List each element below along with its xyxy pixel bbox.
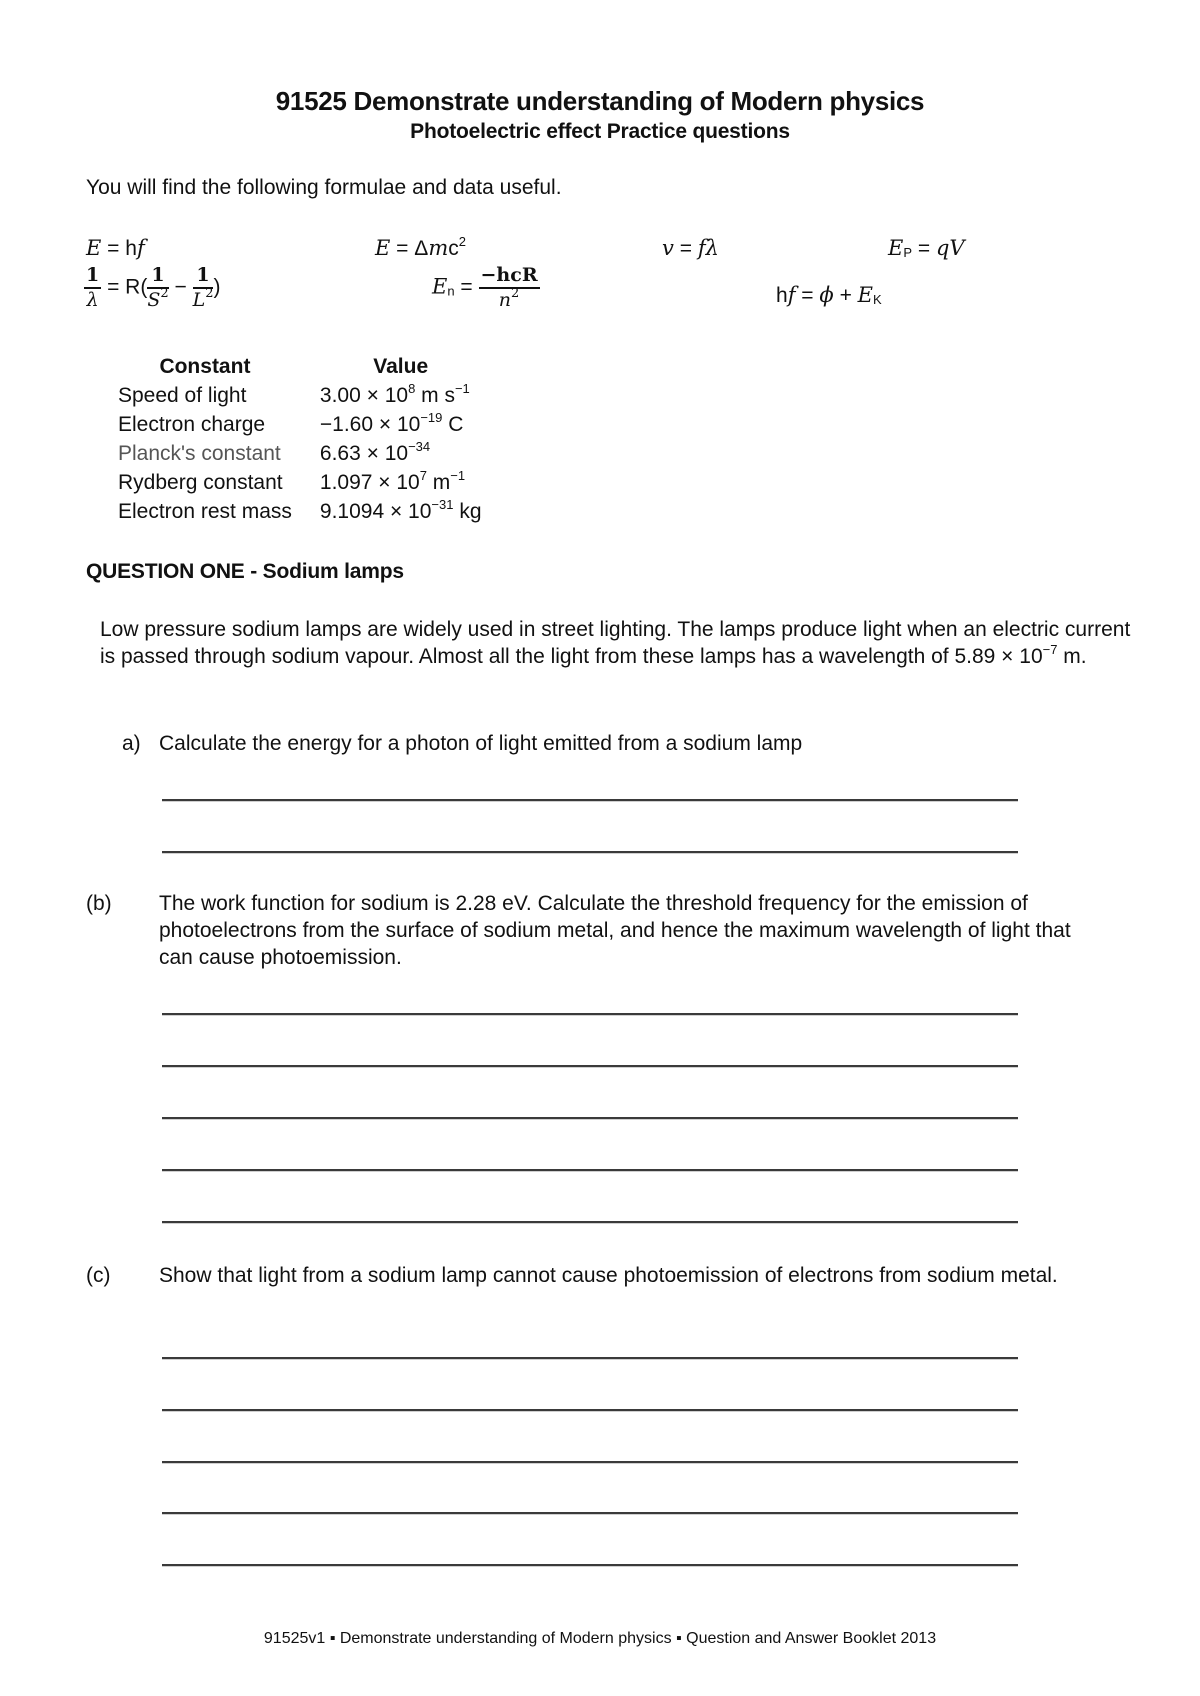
part-label: (c) — [86, 1264, 111, 1287]
formula-e-mc2: E = Δmc$^2$ — [375, 234, 466, 260]
page-title: 91525 Demonstrate understanding of Modern physics — [275, 86, 925, 116]
table-row — [118, 410, 482, 439]
answer-line[interactable] — [162, 1564, 1018, 1567]
answer-line[interactable] — [162, 851, 1018, 854]
constant-value: $-1.60 \times 10^{-19}$ C — [319, 409, 464, 436]
answer-line[interactable] — [162, 1512, 1018, 1515]
constant-name: Speed of light — [118, 383, 247, 407]
part-text: Show that light from a sodium lamp cannot cause photoemission of electrons from sodium metal. — [159, 1264, 1058, 1287]
question-part-c — [86, 1262, 1126, 1318]
constant-value: $9.1094 \times 10^{-31}$ kg — [319, 496, 482, 523]
answer-line[interactable] — [162, 1013, 1018, 1016]
question-part-b — [86, 890, 1126, 974]
constant-value: $3.00 \times 10^8$ m $s^{-1}$ — [319, 380, 470, 407]
question-heading: QUESTION ONE - Sodium lamps — [86, 560, 404, 583]
constant-name: Rydberg constant — [118, 470, 283, 494]
answer-line[interactable] — [162, 1221, 1018, 1224]
formula-photoelectric: hf = $\phi + E_K$ — [776, 283, 882, 307]
answer-line[interactable] — [162, 1461, 1018, 1464]
part-label: (b) — [86, 892, 112, 915]
formula-e-hf: E = hf — [86, 236, 145, 260]
constants-header-row — [118, 352, 482, 381]
part-text: Calculate the energy for a photon of light emitted from a sodium lamp — [159, 732, 803, 755]
formula-potential-energy: $E_P$ = qV — [888, 236, 965, 260]
answer-line[interactable] — [162, 1169, 1018, 1172]
answer-line[interactable] — [162, 799, 1018, 802]
table-row — [118, 381, 482, 410]
constant-name: Electron charge — [118, 412, 266, 436]
page-subtitle: Photoelectric effect Practice questions — [410, 120, 790, 143]
constants-table — [118, 352, 482, 526]
constant-name: Planck's constant — [118, 441, 281, 465]
page-footer: 91525v1 ▪ Demonstrate understanding of Modern physics ▪ Question and Answer Booklet 2013 — [263, 1630, 937, 1647]
question-part-a — [100, 730, 1140, 760]
constant-value: $6.63 \times 10^{-34}$ — [319, 438, 431, 465]
answer-line[interactable] — [162, 1409, 1018, 1412]
formula-rydberg: $\frac{1}{\lambda}$ = R( $\frac{1}{S^2}$ − $\frac{1}{L^2}$ ) — [86, 264, 221, 311]
column-header-constant: Constant — [159, 354, 251, 378]
constant-value: $1.097 \times 10^7$ $m^{-1}$ — [319, 467, 466, 494]
answer-line[interactable] — [162, 1065, 1018, 1068]
part-label: a) — [122, 732, 141, 755]
formula-wave-equation: v = fλ — [662, 236, 719, 260]
answer-line[interactable] — [162, 1117, 1018, 1120]
intro-text: You will find the following formulae and data useful. — [86, 176, 562, 199]
constant-name: Electron rest mass — [118, 499, 292, 523]
question-stem: Low pressure sodium lamps are widely used in street lighting. The lamps produce light when an electric current is passed through sodium vapour. Almost all the light from these lamps has a wavelength of $5.89 \times 10^{-7}$ m. — [100, 618, 1131, 668]
table-row — [118, 497, 482, 526]
column-header-value: Value — [373, 354, 429, 378]
part-text: The work function for sodium is 2.28 eV. Calculate the threshold frequency for the emission of photoelectrons from the surface of sodium metal, and hence the maximum wavelength of light that can cause photoemission. — [159, 892, 1071, 969]
table-row — [118, 468, 482, 497]
formula-energy-level: $E_n$ = $\frac{\text{−hcR}}{n^2}$ — [432, 264, 538, 311]
answer-line[interactable] — [162, 1357, 1018, 1360]
table-row — [118, 439, 482, 468]
